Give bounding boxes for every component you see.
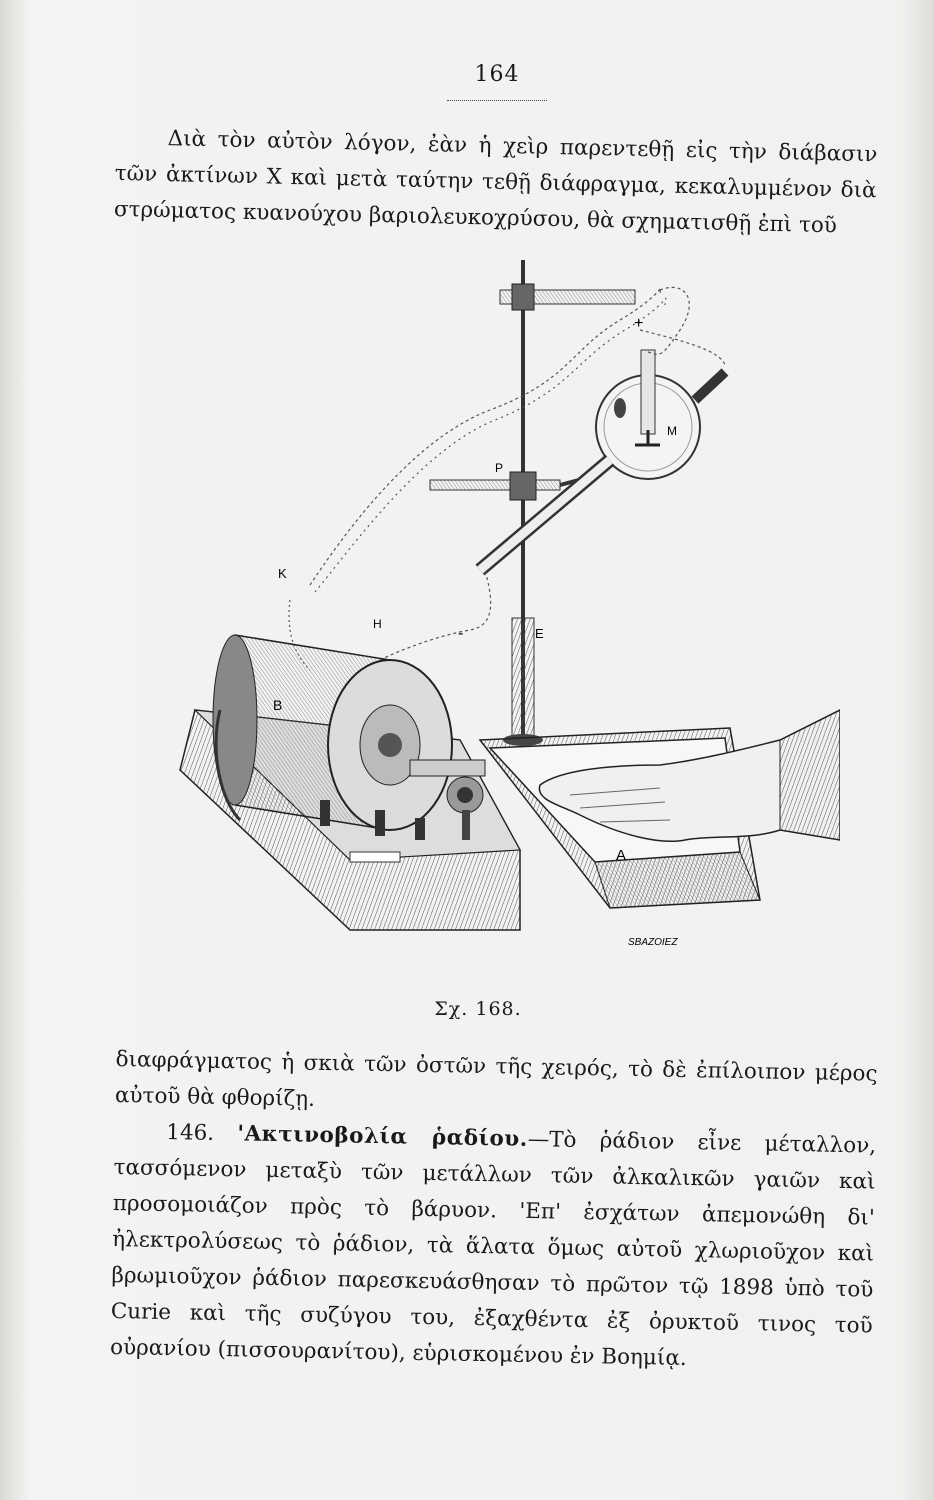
label-plus: + xyxy=(634,315,644,332)
xray-apparatus-figure xyxy=(140,240,840,970)
label-e: E xyxy=(535,626,544,641)
label-k: K xyxy=(278,566,287,581)
section-number: 146. xyxy=(166,1119,215,1146)
label-m: M xyxy=(667,424,677,438)
top-paragraph-text: Διὰ τὸν αὐτὸν λόγον, ἐὰν ἡ χεὶρ παρεντεθῇ εἰς τὴν διάβασιν τῶν ἀκτίνων X καὶ μετὰ ταύτην τεθῇ διάφραγμα, κεκαλυμμένον διὰ στρώματος κυανούχου βαριολευκοχρύσου, θὰ σχηματισθῇ ἐπὶ τοῦ xyxy=(113,126,878,239)
label-p: P xyxy=(495,461,504,475)
crookes-tube xyxy=(480,350,725,570)
bottom-text xyxy=(110,1042,878,1381)
engraver-signature: SBAZOIEZ xyxy=(628,937,678,948)
label-a: A xyxy=(616,847,627,864)
top-paragraph xyxy=(114,120,878,245)
stand-rod xyxy=(503,260,543,746)
label-h: H xyxy=(373,617,382,631)
page-number-rule xyxy=(447,100,547,101)
section-body: —Τὸ ῥάδιον εἶνε μέταλλον, τασσόμενον μεταξὺ τῶν μετάλλων τῶν ἀλκαλικῶν γαιῶν καὶ προσομοιάζον πρὸς τὸ βάρυον. 'Επ' ἐσχάτων ἀπεμονώθη δι' ἠλεκτρολύσεως τὸ ῥάδιον, τὰ ἅλατα ὅμως αὐτοῦ χλωριοῦχον καὶ βρωμιοῦχον ῥάδιον παρεσκευάσθησαν τὸ πρῶτον τῷ 1898 ὑπὸ τοῦ Curie καὶ τῆς συζύγου του, ἐξαχθέντα ἐξ ὀρυκτοῦ τινος τοῦ οὐρανίου (πισσουρανίτου), εὑρισκομένου ἐν Βοημίᾳ. xyxy=(109,1126,877,1372)
label-minus: - xyxy=(458,625,464,642)
continuation-paragraph: διαφράγματος ἡ σκιὰ τῶν ὀστῶν τῆς χειρός, τὸ δὲ ἐπίλοιπον μέρος αὐτοῦ θὰ φθορίζῃ. xyxy=(114,1046,878,1112)
figure-caption: Σχ. 168. xyxy=(434,998,522,1020)
page-number: 164 xyxy=(474,62,520,87)
induction-coil xyxy=(213,635,452,830)
label-b: B xyxy=(273,697,283,713)
top-clamp xyxy=(500,284,635,310)
section-heading: 'Ακτινοβολία ῥαδίου. xyxy=(237,1121,528,1152)
section-146 xyxy=(110,1114,877,1381)
